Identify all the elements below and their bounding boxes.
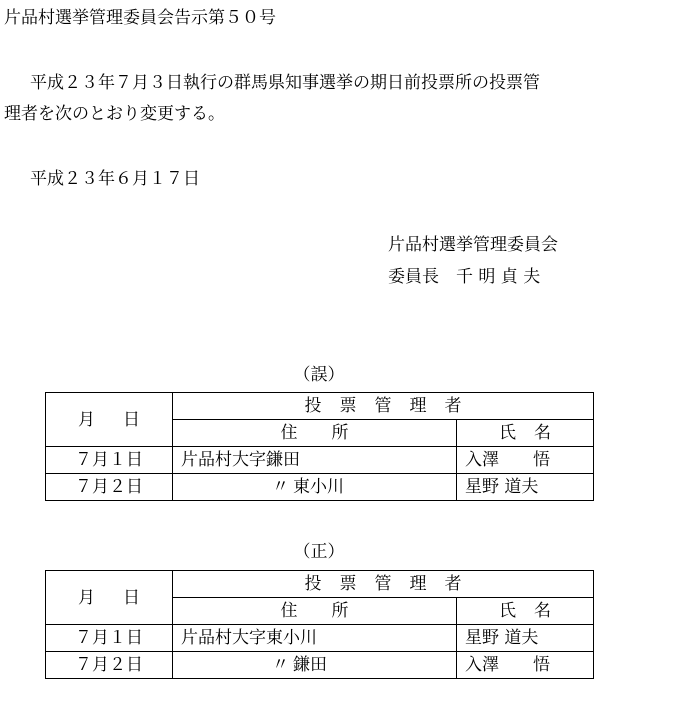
table-row [46,474,594,501]
corrected-caption: （正） [293,542,345,562]
table-row [46,652,594,679]
row-date: ７月１日 [46,625,173,652]
row-address [173,474,457,501]
signer-name: 委員長 千 明 貞 夫 [388,267,541,287]
table-header-row [46,393,594,420]
row-name: 星野 道夫 [457,474,594,501]
row-date: ７月２日 [46,474,173,501]
row-name: 入澤 悟 [457,652,594,679]
address-column-header: 住所 [173,420,457,447]
notice-date: 平成２３年６月１７日 [30,169,200,189]
row-date: ７月２日 [46,652,173,679]
row-name: 星野 道夫 [457,625,594,652]
notice-body-line-2: 理者を次のとおり変更する。 [4,104,225,124]
notice-body-line-1: 平成２３年７月３日執行の群馬県知事選挙の期日前投票所の投票管 [30,73,540,93]
date-column-header: 月日 [46,571,173,625]
table-header-row [46,571,594,598]
date-column-header: 月日 [46,393,173,447]
table-row [46,447,594,474]
issuing-organization: 片品村選挙管理委員会 [388,235,558,255]
ditto-mark: 〃 [272,655,289,675]
address-column-header: 住所 [173,598,457,625]
ditto-mark: 〃 [272,477,289,497]
table-row [46,625,594,652]
manager-column-header: 投票管理者 [173,393,594,420]
row-address [173,652,457,679]
row-address-text: 鎌田 [293,655,327,675]
name-column-header: 氏名 [457,598,594,625]
row-address-text: 東小川 [293,477,344,497]
notice-title: 片品村選挙管理委員会告示第５０号 [4,8,276,28]
row-address: 片品村大字東小川 [173,625,457,652]
manager-column-header: 投票管理者 [173,571,594,598]
name-column-header: 氏名 [457,420,594,447]
errata-caption: （誤） [293,365,345,385]
corrected-table [45,570,594,679]
row-address: 片品村大字鎌田 [173,447,457,474]
errata-table [45,392,594,501]
row-name: 入澤 悟 [457,447,594,474]
row-date: ７月１日 [46,447,173,474]
